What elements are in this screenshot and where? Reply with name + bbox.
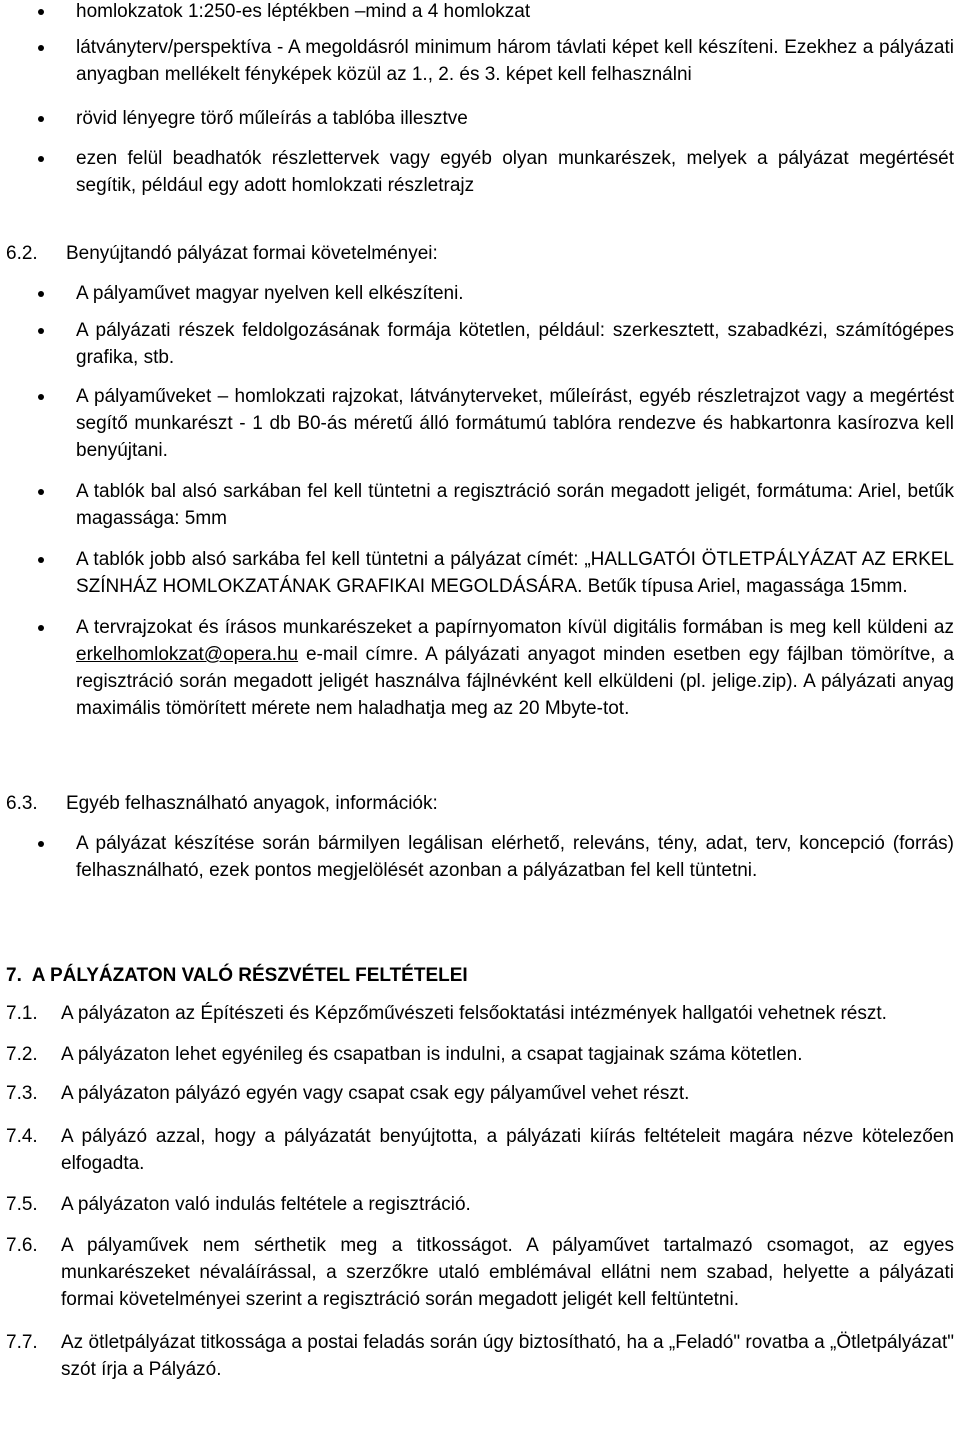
bullet-icon — [38, 156, 44, 162]
bullet-icon — [38, 557, 44, 563]
list-item: ezen felül beadhatók részlettervek vagy egyéb olyan munkarészek, melyek a pályázat megértését segítik, például egy adott homlokzati részletrajz — [0, 145, 960, 199]
bullet-icon — [38, 328, 44, 334]
bullet-icon — [38, 291, 44, 297]
list-item: rövid lényegre törő műleírás a tablóba illesztve — [0, 105, 960, 132]
numbered-item: 7.1. A pályázaton az Építészeti és Képzőművészeti felsőoktatási intézmények hallgatói vehetnek részt. — [6, 1003, 887, 1024]
list-item: A pályázat készítése során bármilyen legálisan elérhető, releváns, tény, adat, terv, koncepció (forrás) felhasználható, ezek pontos megjelölését azonban a pályázatban fel kell tüntetni. — [0, 830, 960, 884]
list-6-2 — [0, 280, 960, 722]
list-item: látványterv/perspektíva - A megoldásról minimum három távlati képet kell készíteni. Ezekhez a pályázati anyagban mellékelt fényképek közül az 1., 2. és 3. képet kell felhasználni — [0, 34, 960, 88]
bullet-icon — [38, 625, 44, 631]
section-6-3-heading — [0, 790, 960, 817]
bullet-icon — [38, 45, 44, 51]
numbered-item: 7.5. A pályázaton való indulás feltétele a regisztráció. — [6, 1194, 471, 1215]
list-a — [0, 0, 960, 199]
list-item: A pályaműveket – homlokzati rajzokat, látványterveket, műleírást, egyéb részletrajzot vagy a megértést segítő munkarészt - 1 db B0-ás méretű álló formátumú tablóra rendezve és habkartonra kasírozva kell benyújtani. — [0, 383, 960, 464]
list-item: A pályázati részek feldolgozásának formája kötetlen, például: szerkesztett, szabadkézi, számítógépes grafika, stb. — [0, 317, 960, 371]
section-number: 6.2. — [6, 243, 38, 264]
section-title: Egyéb felhasználható anyagok, információk: — [66, 793, 438, 814]
bullet-icon — [38, 841, 44, 847]
numbered-item: 7.6. A pályaművek nem sérthetik meg a titkosságot. A pályaművet tartalmazó csomagot, az egyes munkarészeket névaláírással, a szerzőkre utaló emblémával ellátni nem szabad, helyette a pályázati formai követelményei szerint a regisztráció során megadott jeligét kell feltüntetni. — [6, 1235, 954, 1310]
section-number: 6.3. — [6, 793, 38, 814]
list-6-3 — [0, 830, 960, 884]
list-item: A pályaművet magyar nyelven kell elkészíteni. — [0, 280, 960, 307]
list-7 — [0, 1000, 960, 1383]
section-7-heading: 7. A PÁLYÁZATON VALÓ RÉSZVÉTEL FELTÉTELEI — [6, 965, 468, 986]
numbered-item: 7.7. Az ötletpályázat titkossága a postai feladás során úgy biztosítható, ha a „Feladó" rovatba a „Ötletpályázat" szót írja a Pályázó. — [6, 1332, 954, 1380]
list-item: A tablók jobb alsó sarkába fel kell tüntetni a pályázat címét: „HALLGATÓI ÖTLETPÁLYÁZAT AZ ERKEL SZÍNHÁZ HOMLOKZATÁNAK GRAFIKAI MEGOLDÁSÁRA. Betűk típusa Ariel, magassága 15mm. — [0, 546, 960, 600]
section-title: Benyújtandó pályázat formai követelményei: — [66, 243, 438, 264]
numbered-item: 7.4. A pályázó azzal, hogy a pályázatát benyújtotta, a pályázati kiírás feltételeit magára nézve kötelezően elfogadta. — [6, 1126, 954, 1174]
section-6-2-heading — [0, 240, 960, 267]
bullet-icon — [38, 116, 44, 122]
bullet-icon — [38, 489, 44, 495]
numbered-item: 7.2. A pályázaton lehet egyénileg és csapatban is indulni, a csapat tagjainak száma kötetlen. — [6, 1044, 803, 1065]
list-item: homlokzatok 1:250-es léptékben –mind a 4 homlokzat — [0, 0, 960, 25]
list-item: A tervrajzokat és írásos munkarészeket a papírnyomaton kívül digitális formában is meg kell küldeni az erkelhomlokzat@opera.hu e-mail címre. A pályázati anyagot minden esetben egy fájlban tömörítve, a regisztráció során megadott jeligét használva fájlnévként kell elküldeni (pl. jelige.zip). A pályázati anyag maximális tömörített mérete nem haladhatja meg az 20 Mbyte-tot. — [0, 614, 960, 722]
bullet-icon — [38, 394, 44, 400]
bullet-icon — [38, 9, 44, 15]
list-item: A tablók bal alsó sarkában fel kell tüntetni a regisztráció során megadott jeligét, formátuma: Ariel, betűk magassága: 5mm — [0, 478, 960, 532]
email-link[interactable]: erkelhomlokzat@opera.hu — [76, 644, 299, 665]
numbered-item: 7.3. A pályázaton pályázó egyén vagy csapat csak egy pályaművel vehet részt. — [6, 1083, 690, 1104]
